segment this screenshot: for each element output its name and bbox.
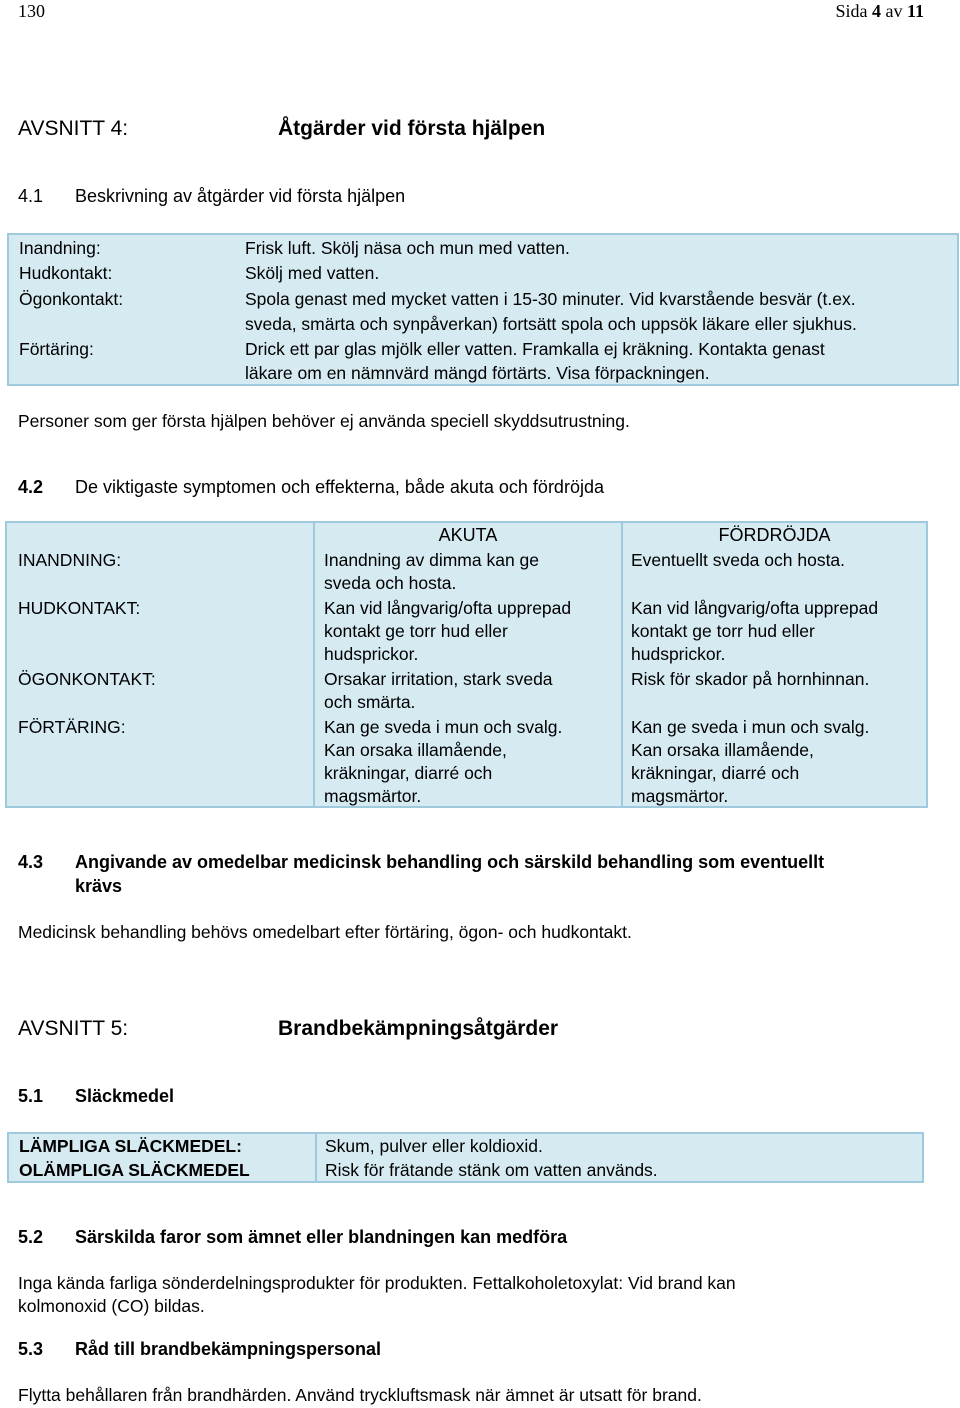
s42-title: De viktigaste symptomen och effekterna, både akuta och fördröjda <box>75 477 604 497</box>
delayed-skin-line2: kontakt ge torr hud eller <box>631 621 815 641</box>
row-label-ingestion: Förtäring: <box>19 339 94 359</box>
row-value-ingestion-line1: Drick ett par glas mjölk eller vatten. Framkalla ej kräkning. Kontakta genast <box>245 339 825 359</box>
delayed-ingestion-line4: magsmärtor. <box>631 786 729 806</box>
acute-inhalation-line2: sveda och hosta. <box>324 573 457 593</box>
acute-ingestion-line3: kräkningar, diarré och <box>324 763 493 783</box>
row-value-eye-line1: Spola genast med mycket vatten i 15-30 minuter. Vid kvarstående besvär (t.ex. <box>245 289 856 309</box>
row-value-eye-line2: sveda, smärta och synpåverkan) fortsätt spola och uppsök läkare eller sjukhus. <box>245 314 857 334</box>
row-label-eye: Ögonkontakt: <box>19 289 124 309</box>
delayed-inhalation-line1: Eventuellt sveda och hosta. <box>631 550 846 570</box>
s43-number: 4.3 <box>18 852 44 872</box>
column-header-delayed: FÖRDRÖJDA <box>718 525 831 545</box>
s52-title: Särskilda faror som ämnet eller blandningen kan medföra <box>75 1227 568 1247</box>
extinguishing-table <box>7 1132 924 1183</box>
section5-label: AVSNITT 5: <box>18 1017 129 1040</box>
table-divider <box>315 1134 317 1181</box>
delayed-eye-line1: Risk för skador på hornhinnan. <box>631 669 870 689</box>
symptom-label-skin: HUDKONTAKT: <box>18 598 141 618</box>
page-info-mid: av <box>880 1 907 21</box>
s41-note: Personer som ger första hjälpen behöver ej använda speciell skyddsutrustning. <box>18 411 630 431</box>
s43-title-line2: krävs <box>75 876 123 896</box>
page-total: 11 <box>906 1 924 21</box>
s53-number: 5.3 <box>18 1339 44 1359</box>
section5-title: Brandbekämpningsåtgärder <box>278 1017 559 1040</box>
s42-number: 4.2 <box>18 477 44 497</box>
row-label-skin: Hudkontakt: <box>19 263 113 283</box>
s53-text: Flytta behållaren från brandhärden. Använd tryckluftsmask när ämnet är utsatt för brand. <box>18 1385 702 1405</box>
s43-title-line1: Angivande av omedelbar medicinsk behandling och särskild behandling som eventuellt <box>75 852 825 872</box>
s52-text-line1: Inga kända farliga sönderdelningsprodukter för produkten. Fettalkoholetoxylat: Vid brand kan <box>18 1273 736 1293</box>
delayed-skin-line1: Kan vid långvarig/ofta upprepad <box>631 598 879 618</box>
acute-eye-line2: och smärta. <box>324 692 416 712</box>
row-value-skin: Skölj med vatten. <box>245 263 380 283</box>
suitable-media-label: LÄMPLIGA SLÄCKMEDEL: <box>19 1136 242 1156</box>
acute-ingestion-line4: magsmärtor. <box>324 786 422 806</box>
suitable-media-value: Skum, pulver eller koldioxid. <box>325 1136 543 1156</box>
s52-number: 5.2 <box>18 1227 44 1247</box>
row-label-inhalation: Inandning: <box>19 238 101 258</box>
acute-skin-line1: Kan vid långvarig/ofta upprepad <box>324 598 572 618</box>
s53-title: Råd till brandbekämpningspersonal <box>75 1339 382 1359</box>
symptom-label-ingestion: FÖRTÄRING: <box>18 717 126 737</box>
page-info-prefix: Sida <box>835 1 872 21</box>
acute-ingestion-line1: Kan ge sveda i mun och svalg. <box>324 717 563 737</box>
s41-number: 4.1 <box>18 186 44 206</box>
acute-skin-line2: kontakt ge torr hud eller <box>324 621 508 641</box>
symptoms-table <box>5 521 928 808</box>
row-value-inhalation: Frisk luft. Skölj näsa och mun med vatten. <box>245 238 570 258</box>
acute-skin-line3: hudsprickor. <box>324 644 419 664</box>
column-header-acute: AKUTA <box>438 525 498 545</box>
first-aid-table <box>7 233 959 386</box>
s43-text: Medicinsk behandling behövs omedelbart efter förtäring, ögon- och hudkontakt. <box>18 922 632 942</box>
delayed-ingestion-line2: Kan orsaka illamående, <box>631 740 814 760</box>
table-divider <box>313 523 315 806</box>
unsuitable-media-value: Risk för frätande stänk om vatten används. <box>325 1160 658 1180</box>
delayed-ingestion-line3: kräkningar, diarré och <box>631 763 800 783</box>
delayed-ingestion-line1: Kan ge sveda i mun och svalg. <box>631 717 870 737</box>
section4-label: AVSNITT 4: <box>18 117 129 140</box>
page-number: 130 <box>18 1 45 21</box>
s51-number: 5.1 <box>18 1086 44 1106</box>
row-value-ingestion-line2: läkare om en nämnvärd mängd förtärts. Visa förpackningen. <box>245 363 710 383</box>
s51-title: Släckmedel <box>75 1086 175 1106</box>
acute-inhalation-line1: Inandning av dimma kan ge <box>324 550 539 570</box>
acute-eye-line1: Orsakar irritation, stark sveda <box>324 669 553 689</box>
unsuitable-media-label: OLÄMPLIGA SLÄCKMEDEL <box>19 1160 250 1180</box>
table-divider <box>621 523 623 806</box>
section4-title: Åtgärder vid första hjälpen <box>278 117 546 140</box>
symptom-label-inhalation: INANDNING: <box>18 550 122 570</box>
s41-title: Beskrivning av åtgärder vid första hjälpen <box>75 186 406 206</box>
acute-ingestion-line2: Kan orsaka illamående, <box>324 740 507 760</box>
page-info <box>835 1 924 22</box>
page-current: 4 <box>871 1 881 21</box>
delayed-skin-line3: hudsprickor. <box>631 644 726 664</box>
symptom-label-eye: ÖGONKONTAKT: <box>18 669 156 689</box>
s52-text-line2: kolmonoxid (CO) bildas. <box>18 1296 205 1316</box>
